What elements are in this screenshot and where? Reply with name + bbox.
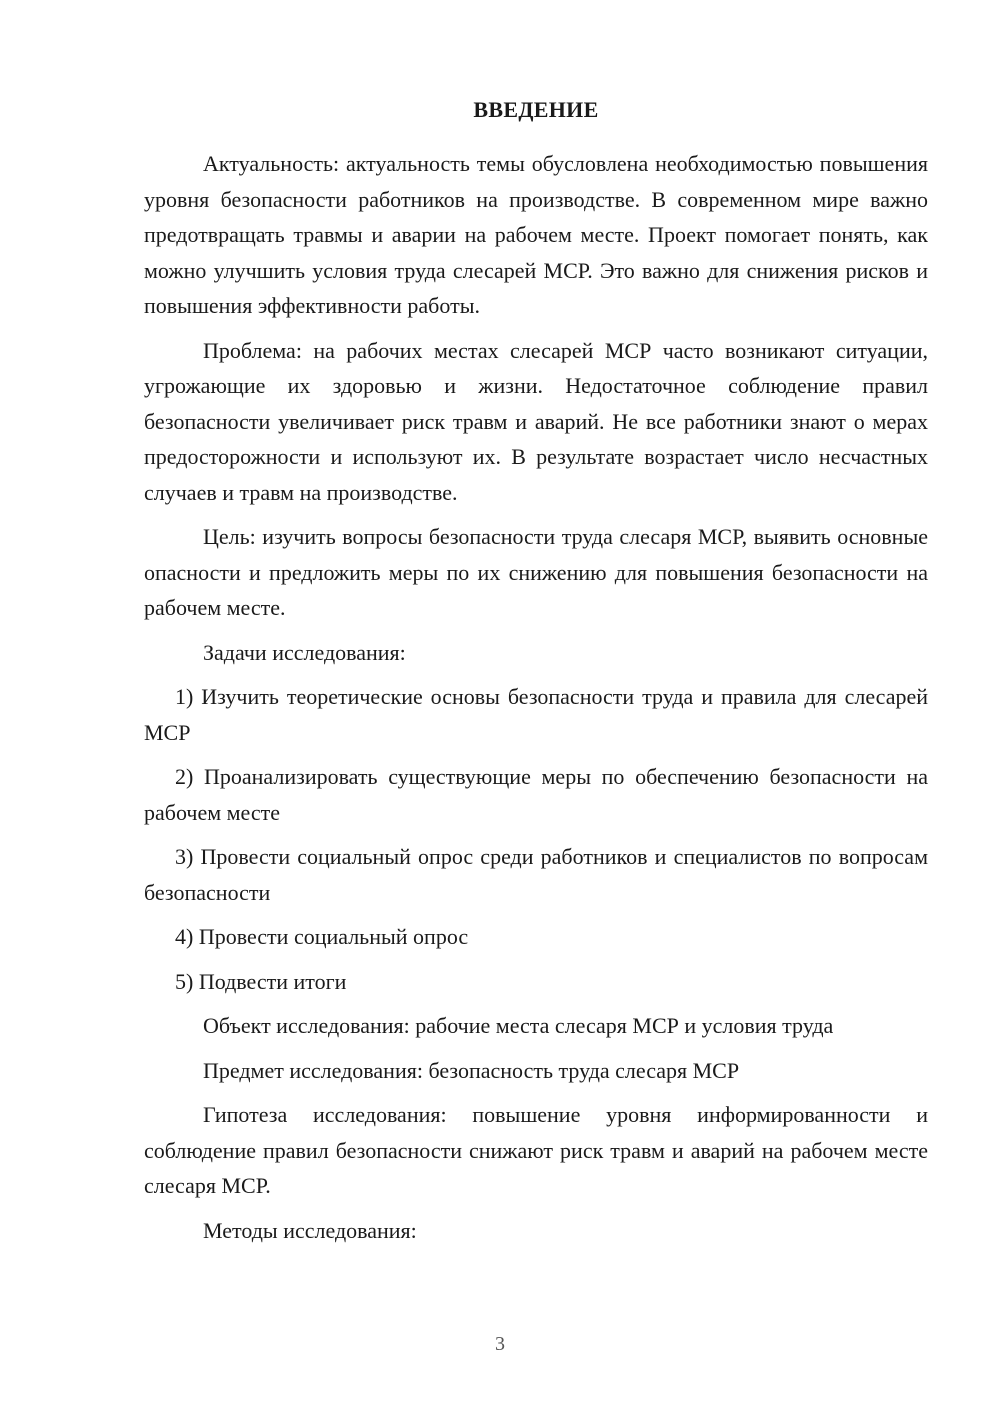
document-page: [144, 96, 928, 1257]
problem-paragraph: Проблема: на рабочих местах слесарей МСР часто возникают ситуации, угрожающие их здоровью и жизни. Недостаточное соблюдение правил безопасности увеличивает риск травм и аварий. Не все работники знают о мерах предосторожности и используют их. В результате возрастает число несчастных случаев и травм на производстве.: [144, 337, 928, 505]
task-item-3: 3) Провести социальный опрос среди работников и специалистов по вопросам безопасности: [144, 844, 928, 905]
task-item-1: 1) Изучить теоретические основы безопасности труда и правила для слесарей МСР: [144, 684, 928, 745]
hypothesis-paragraph: Гипотеза исследования: повышение уровня информированности и соблюдение правил безопасности снижают риск травм и аварий на рабочем месте слесаря МСР.: [144, 1102, 928, 1198]
task-item-2: 2) Проанализировать существующие меры по обеспечению безопасности на рабочем месте: [144, 764, 928, 825]
tasks-heading: Задачи исследования:: [203, 639, 406, 665]
methods-heading: Методы исследования:: [203, 1217, 417, 1243]
task-item-5: 5) Подвести итоги: [175, 968, 347, 994]
task-item-4: 4) Провести социальный опрос: [175, 924, 469, 949]
page-number: 3: [495, 1333, 505, 1355]
subject-paragraph: Предмет исследования: безопасность труда слесаря МСР: [203, 1057, 740, 1083]
page-title: ВВЕДЕНИЕ: [473, 97, 599, 122]
object-paragraph: Объект исследования: рабочие места слесаря МСР и условия труда: [203, 1013, 834, 1038]
relevance-paragraph: Актуальность: актуальность темы обусловлена необходимостью повышения уровня безопасности работников на производстве. В современном мире важно предотвращать травмы и аварии на рабочем месте. Проект помогает понять, как можно улучшить условия труда слесарей МСР. Это важно для снижения рисков и повышения эффективности работы.: [144, 151, 928, 318]
goal-paragraph: Цель: изучить вопросы безопасности труда слесаря МСР, выявить основные опасности и предложить меры по их снижению для повышения безопасности на рабочем месте.: [144, 524, 928, 620]
